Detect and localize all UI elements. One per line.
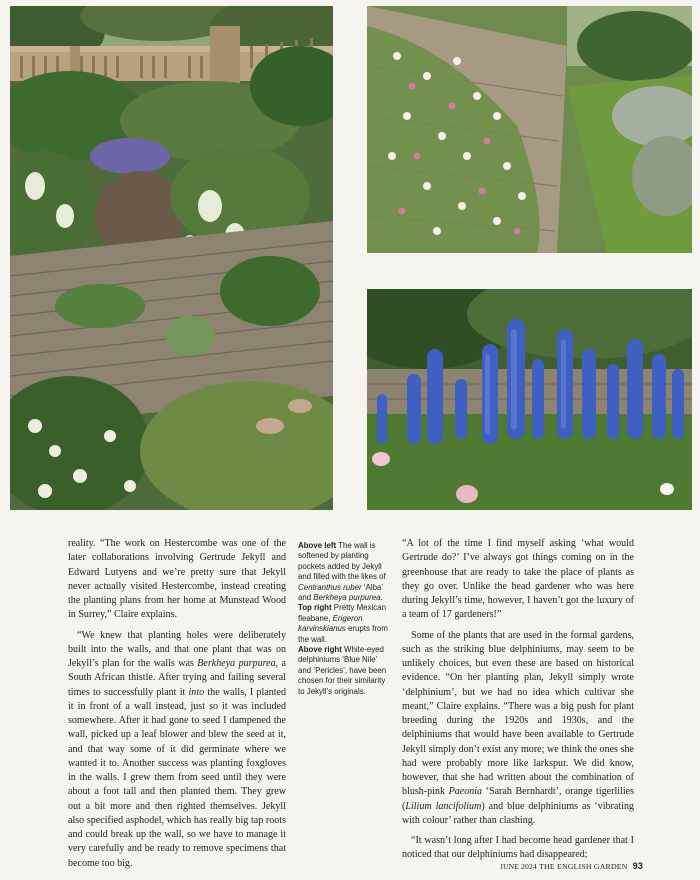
page-footer	[500, 861, 691, 871]
caption-top-right: Top right Pretty Mexican fleabane, Erigeron karvinskianus erupts from the wall.	[298, 603, 388, 644]
garden-terrace-photo	[10, 6, 333, 510]
paragraph: reality. “The work on Hestercombe was one of the later collaborations involving Gertrude Jekyll and Edward Lutyens and we’re pretty sure that Jekyll never actually visited Hestercombe, instead creating the planting plans from her home at Munstead Wood in Surrey,” Claire explains.	[68, 538, 286, 621]
issue-date: JUNE 2024	[500, 862, 538, 871]
delphinium-border-photo	[367, 289, 692, 510]
paragraph: “It wasn’t long after I had become head gardener that I noticed that our delphiniums had disappeared;	[402, 835, 634, 861]
paragraph: “We knew that planting holes were deliberately built into the walls, and that one plant that was on Jekyll’s plan for the walls was Berkheya purpurea, a South African thistle. After trying and failing several times to successfully plant it into the walls, I planted it in front of a wall instead, just so it was included somewhere. After it had gone to seed I dampened the wall, picked up a leaf blower and blew the seed at it, and that way some of it did germinate where we wanted it to. Another success was planting foxgloves in the walls. I grew them from seed until they were about a foot tall and then planted them. They grew out a bit more and then righted themselves. Jekyll also specified asphodel, which has really big tap roots and could break up the wall, so we have to manage it very carefully and be ready to remove specimens that become too big.	[68, 629, 287, 869]
article-column-left	[68, 537, 286, 877]
page-number: 93	[632, 861, 644, 871]
caption-above-left: Above left The wall is softened by planting pockets added by Jekyll and filled with the likes of Centranthus ruber ‘Alba’ and Berkheya purpurea.	[298, 541, 386, 603]
paragraph: Some of the plants that are used in the formal gardens, such as the striking blue delphiniums, may seem to be unlikely choices, but even these are based on historical evidence. “On her planting plan, Jekyll simply wrote ‘delphinium’, but we had no idea which cultivar she meant,” Claire explains. “There was a big push for plant breeding during the 1920s and 1930s, and the delphiniums that would have been available to Gertrude Jekyll simply don’t exist any more; we think the ones she had were probably more like larkspur. We did know, however, that she had written about the combination of blush-pink Paeonia ‘Sarah Bernhardt’, orange tigerlilies (Lilium lancifolium) and blue delphiniums as ‘vibrating with colour’ rather than clashing.	[402, 629, 634, 826]
caption-above-right: Above right White-eyed delphiniums ‘Blue Nile’ and ‘Pericles’, have been chosen for their similarity to Jekyll’s originals.	[298, 645, 387, 696]
photo-captions	[298, 541, 388, 697]
magazine-name: THE ENGLISH GARDEN	[539, 862, 628, 871]
fleabane-wall-photo	[367, 6, 692, 253]
paragraph: “A lot of the time I find myself asking ‘what would Gertrude do?’ I’ve always got things coming on in the greenhouse that are ready to take the place of plants as they go over. Unlike the head gardener who was here during Jekyll’s time, however, I haven’t got the luxury of a team of 17 gardeners!”	[402, 538, 634, 621]
article-column-right	[402, 537, 634, 869]
